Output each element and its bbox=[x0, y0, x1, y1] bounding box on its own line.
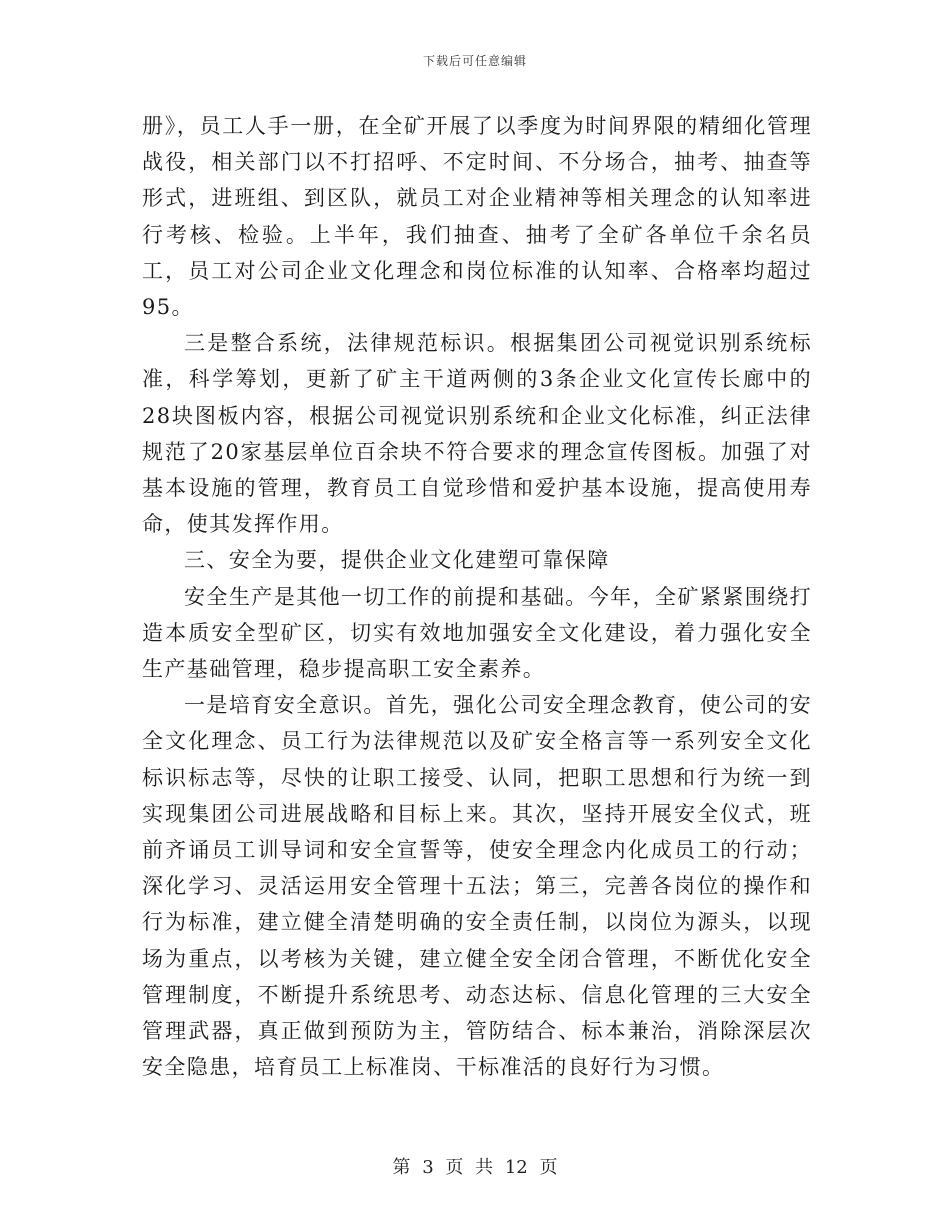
section-heading: 三、安全为要，提供企业文化建塑可靠保障 bbox=[184, 548, 610, 573]
paragraph: 册》，员工人手一册，在全矿开展了以季度为时间界限的精细化管理战役，相关部门以不打招呼、不定时间、不分场合，抽考、抽查等形式，进班组、到区队，就员工对企业精神等相关理念的认知率进行考核、检验。上半年，我们抽查、抽考了全矿各单位千余名员工，员工对公司企业文化理念和岗位标准的认知率、合格率均超过95。 bbox=[142, 114, 812, 320]
page-footer: 第 3 页 共 12 页 bbox=[392, 1157, 558, 1178]
page-header: 下载后可任意编辑 bbox=[422, 54, 527, 68]
paragraph: 一是培育安全意识。首先，强化公司安全理念教育，使公司的安全文化理念、员工行为法律规范以及矿安全格言等一系列安全文化标识标志等，尽快的让职工接受、认同，把职工思想和行为统一到实现集团公司进展战略和目标上来。其次，坚持开展安全仪式，班前齐诵员工训导词和安全宣誓等，使安全理念内化成员工的行动；深化学习、灵活运用安全管理十五法；第三，完善各岗位的操作和行为标准，建立健全清楚明确的安全责任制，以岗位为源头，以现场为重点，以考核为关键，建立健全安全闭合管理，不断优化安全管理制度，不断提升系统思考、动态达标、信息化管理的三大安全管理武器，真正做到预防为主，管防结合、标本兼治，消除深层次安全隐患，培育员工上标准岗、干标准活的良好行为习惯。 bbox=[142, 693, 812, 1080]
paragraph: 安全生产是其他一切工作的前提和基础。今年，全矿紧紧围绕打造本质安全型矿区，切实有效地加强安全文化建设，着力强化安全生产基础管理，稳步提高职工安全素养。 bbox=[142, 584, 812, 682]
document-body bbox=[142, 108, 812, 1085]
paragraph: 三是整合系统，法律规范标识。根据集团公司视觉识别系统标准，科学筹划，更新了矿主干道两侧的3条企业文化宣传长廊中的28块图板内容，根据公司视觉识别系统和企业文化标准，纠正法律规范了20家基层单位百余块不符合要求的理念宣传图板。加强了对基本设施的管理，教育员工自觉珍惜和爱护基本设施，提高使用寿命，使其发挥作用。 bbox=[142, 331, 812, 537]
